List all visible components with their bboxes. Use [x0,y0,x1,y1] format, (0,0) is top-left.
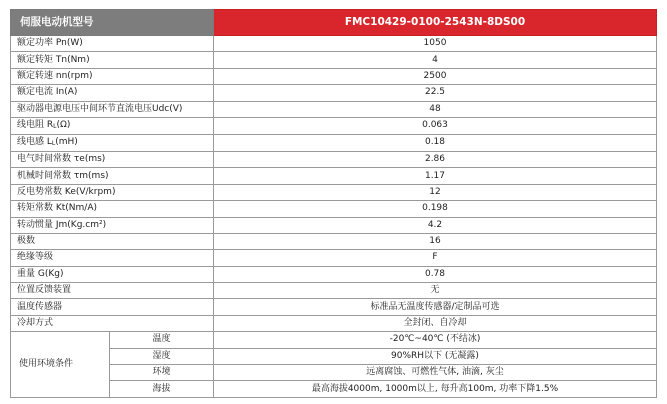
row-value: 无 [214,283,657,299]
row-value: 标准品无温度传感器/定制品可选 [214,299,657,315]
table-row [11,68,657,84]
row-value: 1050 [214,36,657,52]
row-value: 12 [214,184,657,200]
header-label: 伺服电动机型号 [11,10,214,36]
row-value: 0.063 [214,117,657,134]
spec-table-container [10,9,656,398]
row-label [11,117,214,134]
row-label-prefix: 线电感 L [17,136,52,147]
env-sub-label: 湿度 [110,348,214,364]
table-row [11,283,657,299]
table-row [11,201,657,217]
header-model: FMC10429-0100-2543N-8DS00 [214,10,657,36]
row-label: 重量 G(Kg) [11,266,214,282]
row-value: 0.18 [214,134,657,151]
env-sub-label: 海拔 [110,381,214,397]
row-value: 0.198 [214,201,657,217]
table-row [11,315,657,331]
table-row [11,266,657,282]
row-label: 反电势常数 Ke(V/krpm) [11,184,214,200]
servo-motor-spec-table [10,9,657,398]
environment-label: 使用环境条件 [11,332,110,398]
row-label: 机械时间常数 τm(ms) [11,168,214,184]
row-value: 48 [214,101,657,117]
row-label: 额定转矩 Tn(Nm) [11,52,214,68]
table-header-row [11,10,657,36]
table-row [11,101,657,117]
row-value: 0.78 [214,266,657,282]
table-row [11,134,657,151]
row-label: 转动惯量 Jm(Kg.cm²) [11,217,214,233]
table-row [11,250,657,266]
env-sub-label: 环境 [110,365,214,381]
row-label: 位置反馈装置 [11,283,214,299]
row-label: 驱动器电源电压中间环节直流电压Udc(V) [11,101,214,117]
row-value: 全封闭、自冷却 [214,315,657,331]
row-label: 额定功率 Pn(W) [11,36,214,52]
row-value: 2.86 [214,151,657,167]
row-label: 额定电流 In(A) [11,85,214,101]
env-sub-label: 温度 [110,332,214,348]
row-label: 转矩常数 Kt(Nm/A) [11,201,214,217]
row-value: F [214,250,657,266]
env-sub-value: 90%RH以下 (无凝露) [214,348,657,364]
table-row [11,151,657,167]
row-value: 1.17 [214,168,657,184]
row-label: 冷却方式 [11,315,214,331]
env-sub-value: 最高海拔4000m, 1000m以上, 每升高100m, 功率下降1.5% [214,381,657,397]
env-sub-value: 远离腐蚀、可燃性气体, 油滴, 灰尘 [214,365,657,381]
env-sub-value: -20℃~40℃ (不结冰) [214,332,657,348]
table-row [11,233,657,249]
row-label: 极数 [11,233,214,249]
row-value: 4 [214,52,657,68]
row-value: 22.5 [214,85,657,101]
table-row [11,217,657,233]
row-label [11,134,214,151]
row-value: 2500 [214,68,657,84]
env-row-temperature [11,332,657,348]
table-row [11,168,657,184]
table-row [11,85,657,101]
table-row [11,184,657,200]
row-label-subscript: L [51,139,56,147]
row-label-suffix: (mH) [55,136,78,147]
row-value: 4.2 [214,217,657,233]
row-label-subscript: L [53,122,57,130]
row-label: 温度传感器 [11,299,214,315]
row-label: 电气时间常数 τe(ms) [11,151,214,167]
row-label: 额定转速 nn(rpm) [11,68,214,84]
table-row [11,36,657,52]
row-value: 16 [214,233,657,249]
row-label-prefix: 线电阻 R [17,119,54,130]
table-row [11,52,657,68]
row-label-suffix: (Ω) [56,119,71,130]
table-row [11,299,657,315]
row-label: 绝缘等级 [11,250,214,266]
table-row [11,117,657,134]
